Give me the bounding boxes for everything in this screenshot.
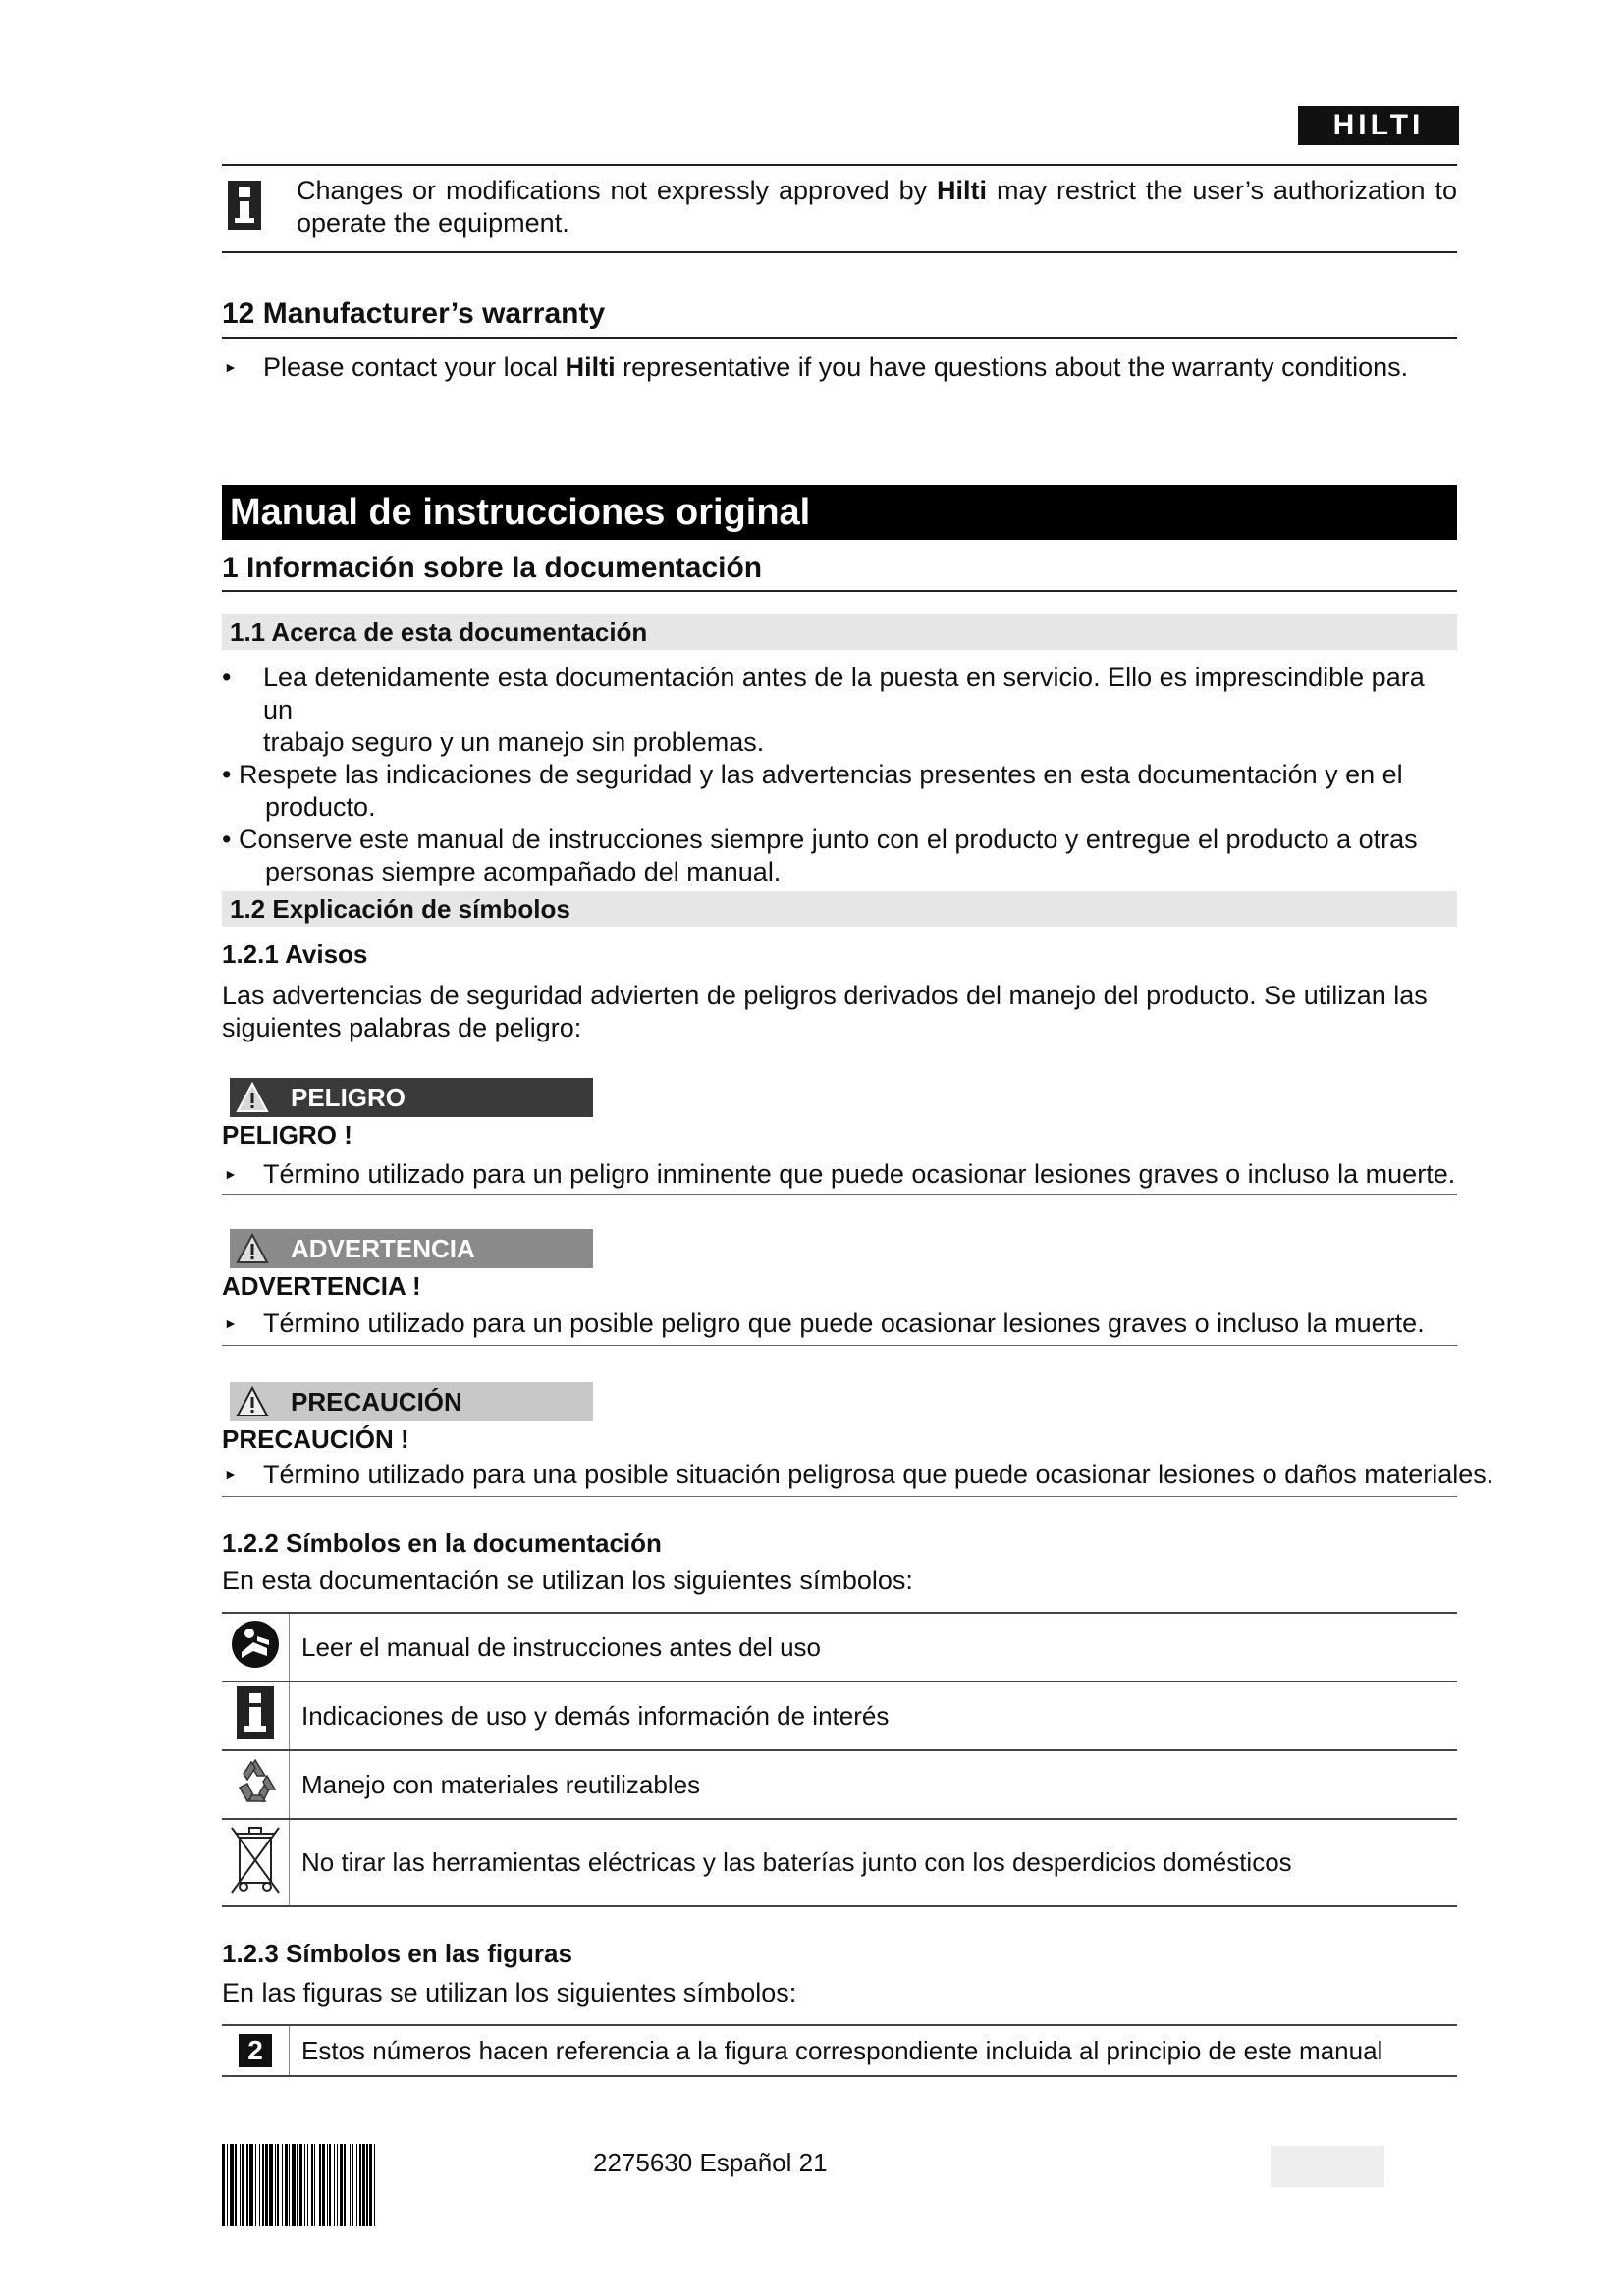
notice-text: Changes or modifications not expressly approved by Hilti may restrict the user’s authorization to operate the equipment. <box>297 176 1457 238</box>
table-row <box>222 1682 1457 1750</box>
subsection-heading-1-2-2: 1.2.2 Símbolos en la documentación <box>222 1528 662 1558</box>
symbols-intro: En esta documentación se utilizan los siguientes símbolos: <box>222 1566 913 1595</box>
bullet-list: • Lea detenidamente esta documentación antes de la puesta en servicio. Ello es imprescindible para un trabajo seguro y un manejo sin problemas. • Respete las indicaciones de seguridad y las advertencias presentes en esta documentación y en el producto. • Conserve este manual de instrucciones siempre junto con el producto y entregue el producto a otras personas siempre acompañado del manual. <box>222 663 1425 886</box>
subsection-heading-1-2: 1.2 Explicación de símbolos <box>222 891 1457 927</box>
triangle-bullet-icon: ► <box>224 1467 238 1482</box>
section-heading-warranty: 12 Manufacturer’s warranty <box>222 297 606 330</box>
symbol-description: Estos números hacen referencia a la figura correspondiente incluida al principio de este manual <box>290 2025 1458 2076</box>
figures-intro: En las figuras se utilizan los siguientes símbolos: <box>222 1978 797 2007</box>
triangle-bullet-icon: ► <box>224 1315 238 1331</box>
divider <box>222 1194 1457 1195</box>
divider <box>222 590 1457 592</box>
signal-word-advertencia: ADVERTENCIA ! <box>222 1271 421 1301</box>
divider <box>222 337 1457 339</box>
table-row <box>222 1819 1457 1906</box>
footer-gray-box <box>1271 2146 1384 2187</box>
divider <box>222 251 1457 253</box>
divider <box>222 1345 1457 1346</box>
recycle-icon <box>222 1750 290 1819</box>
table-row <box>222 2025 1457 2076</box>
symbol-description: Indicaciones de uso y demás información de interés <box>290 1682 1458 1750</box>
warning-triangle-icon <box>236 1385 269 1418</box>
warranty-item: Please contact your local Hilti representative if you have questions about the warranty conditions. <box>263 352 1409 382</box>
info-icon <box>228 181 261 230</box>
symbol-description: Manejo con materiales reutilizables <box>290 1750 1458 1819</box>
signal-text-advertencia: Término utilizado para un posible peligro que puede ocasionar lesiones graves o incluso la muerte. <box>263 1308 1425 1338</box>
avisos-intro: Las advertencias de seguridad advierten de peligros derivados del manejo del producto. Se utilizan las siguientes palabras de peligro: <box>222 981 1428 1042</box>
section-heading-1: 1 Información sobre la documentación <box>222 552 763 584</box>
info-icon <box>222 1682 290 1750</box>
symbol-description: Leer el manual de instrucciones antes del uso <box>290 1613 1458 1682</box>
footer-page-info: 2275630 Español 21 <box>593 2148 828 2177</box>
subsection-heading-1-2-3: 1.2.3 Símbolos en las figuras <box>222 1939 572 1968</box>
signal-precaucion: PRECAUCIÓN <box>230 1382 593 1421</box>
crossed-bin-icon <box>222 1819 290 1906</box>
symbols-table <box>222 1612 1457 1907</box>
figure-number-icon: 2 <box>222 2025 290 2076</box>
signal-peligro: PELIGRO <box>230 1078 593 1117</box>
banner-title: Manual de instrucciones original <box>222 485 1457 540</box>
table-row <box>222 1613 1457 1682</box>
read-manual-icon <box>222 1613 290 1682</box>
triangle-bullet-icon: ► <box>224 1166 238 1182</box>
signal-word-precaucion: PRECAUCIÓN ! <box>222 1424 409 1454</box>
warning-triangle-icon <box>236 1081 269 1114</box>
triangle-bullet-icon: ► <box>224 359 238 375</box>
hilti-logo: HILTI <box>1298 106 1459 145</box>
table-row <box>222 1750 1457 1819</box>
figures-symbol-table <box>222 2024 1457 2077</box>
subsection-heading-1-1: 1.1 Acerca de esta documentación <box>222 614 1457 650</box>
warning-triangle-icon <box>236 1232 269 1265</box>
divider <box>222 164 1457 166</box>
barcode <box>222 2144 560 2226</box>
symbol-description: No tirar las herramientas eléctricas y las baterías junto con los desperdicios domésticos <box>290 1819 1458 1906</box>
signal-text-peligro: Término utilizado para un peligro inminente que puede ocasionar lesiones graves o incluso la muerte. <box>263 1159 1456 1189</box>
signal-word-peligro: PELIGRO ! <box>222 1120 352 1149</box>
divider <box>222 1496 1457 1497</box>
signal-advertencia: ADVERTENCIA <box>230 1229 593 1268</box>
signal-text-precaucion: Término utilizado para una posible situación peligrosa que puede ocasionar lesiones o daños materiales. <box>263 1460 1494 1489</box>
subsection-heading-1-2-1: 1.2.1 Avisos <box>222 939 368 969</box>
